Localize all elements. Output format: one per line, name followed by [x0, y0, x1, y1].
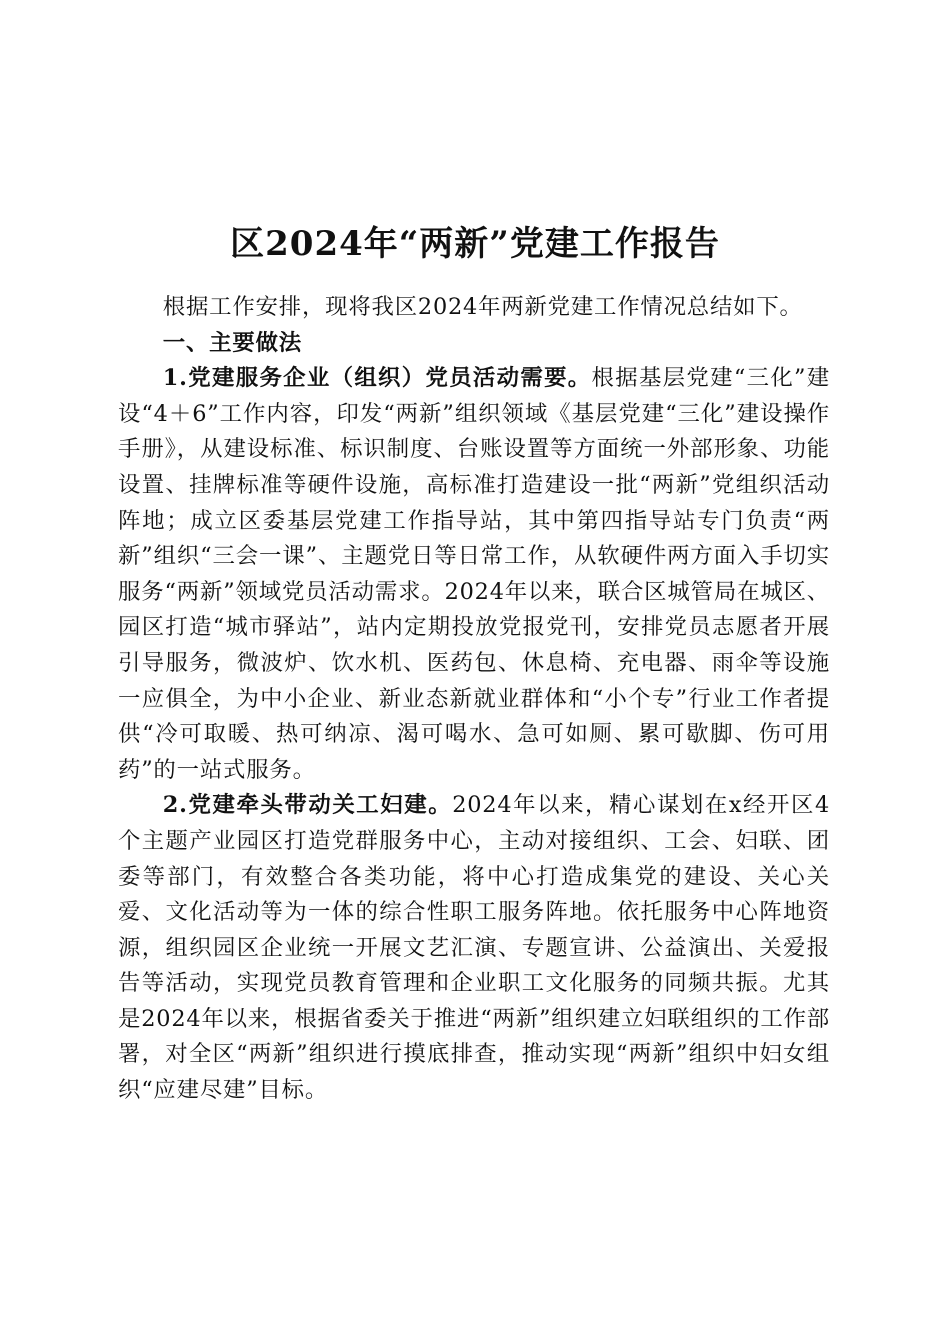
item-paragraph-2 [118, 788, 830, 1108]
item-text-1: 根据基层党建“三化”建设“4＋6”工作内容，印发“两新”组织领域《基层党建“三化”建设操作手册》，从建设标准、标识制度、台账设置等方面统一外部形象、功能设置、挂牌标准等硬件设施，高标准打造建设一批“两新”党组织活动阵地；成立区委基层党建工作指导站，其中第四指导站专门负责“两新”组织“三会一课”、主题党日等日常工作，从软硬件两方面入手切实服务“两新”领域党员活动需求。2024年以来，联合区城管局在城区、园区打造“城市驿站”，站内定期投放党报党刊，安排党员志愿者开展引导服务，微波炉、饮水机、医药包、休息椅、充电器、雨伞等设施一应俱全，为中小企业、新业态新就业群体和“小个专”行业工作者提供“冷可取暖、热可纳凉、渴可喝水、急可如厕、累可歇脚、伤可用药”的一站式服务。 [118, 365, 830, 783]
item-lead-1: 1.党建服务企业（组织）党员活动需要。 [162, 365, 592, 392]
section-heading: 一、主要做法 [162, 329, 302, 356]
document-title: 区2024年“两新”党建工作报告 [230, 223, 720, 264]
intro-paragraph: 根据工作安排，现将我区2024年两新党建工作情况总结如下。 [162, 294, 803, 320]
item-lead-2: 2.党建牵头带动关工妇建。 [162, 792, 453, 819]
item-text-2: 2024年以来，精心谋划在x经开区4个主题产业园区打造党群服务中心，主动对接组织、工会、妇联、团委等部门，有效整合各类功能，将中心打造成集党的建设、关心关爱、文化活动等为一体的综合性职工服务阵地。依托服务中心阵地资源，组织园区企业统一开展文艺汇演、专题宣讲、公益演出、关爱报告等活动，实现党员教育管理和企业职工文化服务的同频共振。尤其是2024年以来，根据省委关于推进“两新”组织建立妇联组织的工作部署，对全区“两新”组织进行摸底排查，推动实现“两新”组织中妇女组织“应建尽建”目标。 [118, 792, 830, 1104]
item-paragraph-1 [118, 361, 830, 788]
document-body [118, 290, 830, 1109]
